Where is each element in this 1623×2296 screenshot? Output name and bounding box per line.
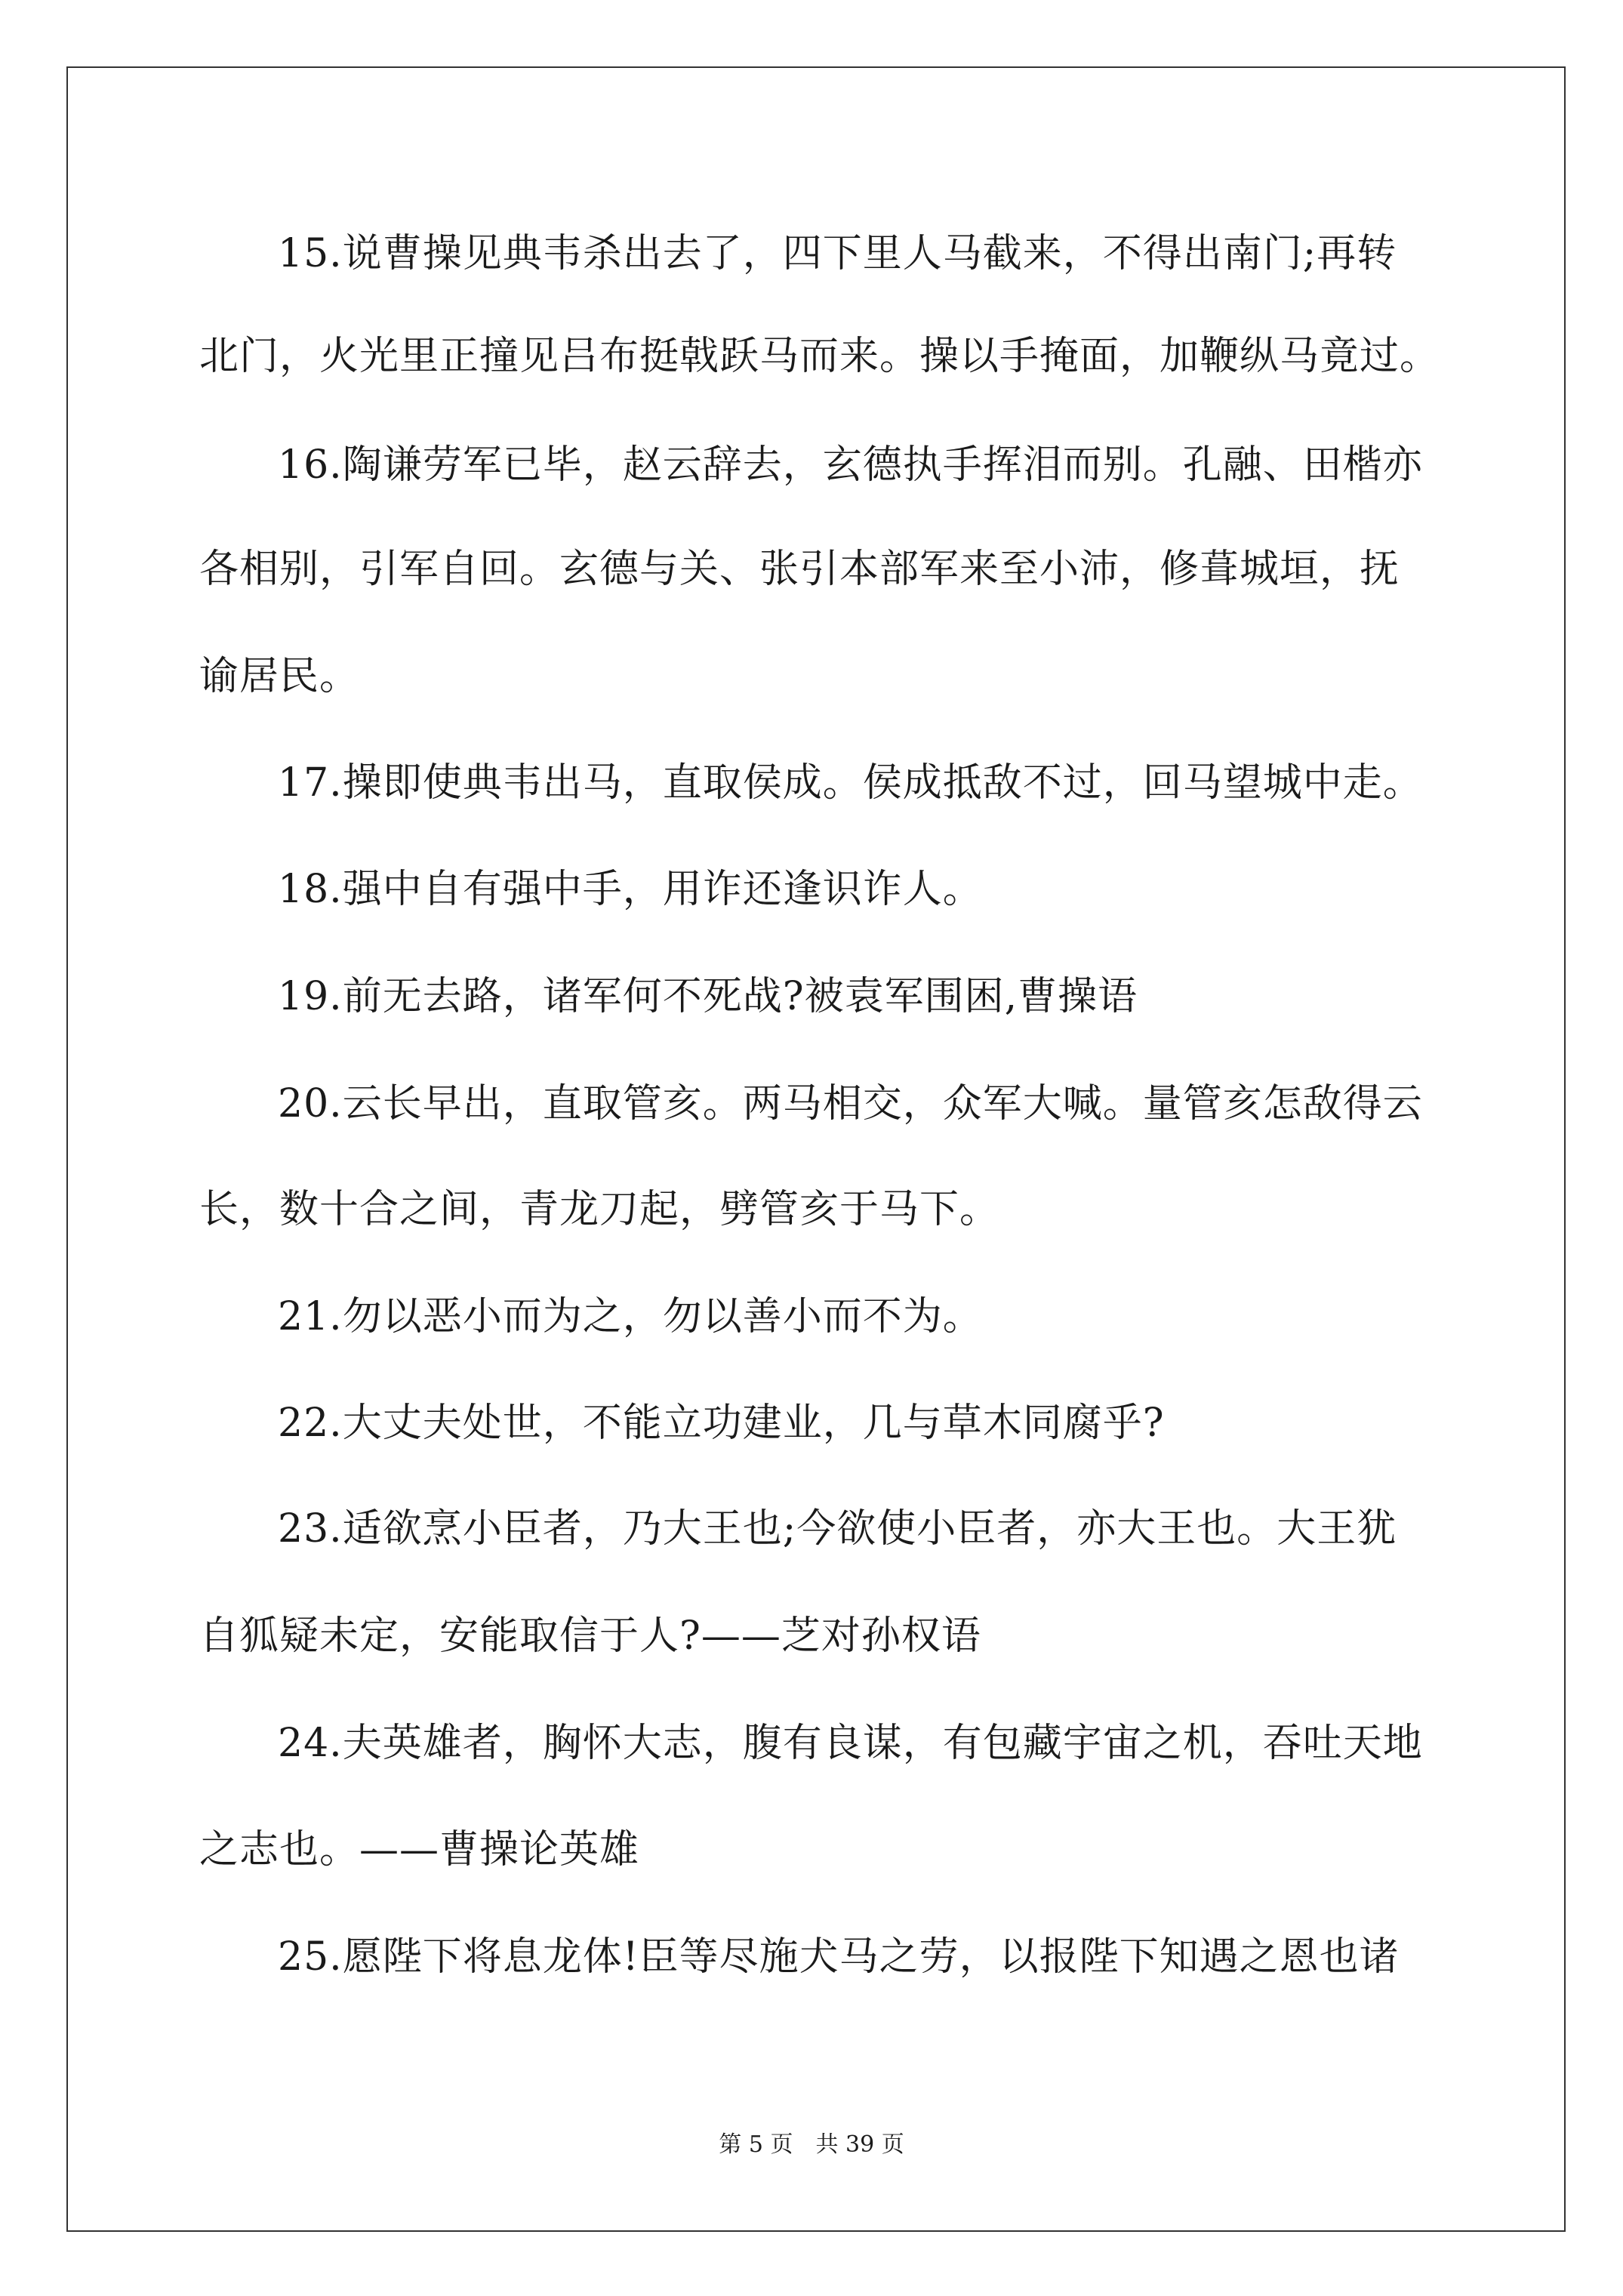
paragraph-23-line-1: 23.适欲烹小臣者，乃大王也;今欲使小臣者，亦大王也。大王犹 [278, 1506, 1397, 1552]
paragraph-24-line-1: 24.夫英雄者，胸怀大志，腹有良谋，有包藏宇宙之机，吞吐天地 [278, 1721, 1423, 1766]
page-footer [0, 2131, 1623, 2159]
paragraph-20-line-1: 20.云长早出，直取管亥。两马相交，众军大喊。量管亥怎敌得云 [278, 1081, 1423, 1126]
paragraph-15-line-1: 15.说曹操见典韦杀出去了，四下里人马截来，不得出南门;再转 [278, 231, 1397, 276]
page-total: 共 39 页 [815, 2131, 904, 2158]
page-number: 第 5 页 [719, 2131, 793, 2158]
paragraph-22-line-1: 22.大丈夫处世，不能立功建业，几与草木同腐乎? [278, 1401, 1165, 1446]
paragraph-19-line-1: 19.前无去路，诸军何不死战?被袁军围困,曹操语 [278, 974, 1138, 1019]
page-border [66, 66, 1566, 2232]
paragraph-16-line-2: 各相别，引军自回。玄德与关、张引本部军来至小沛，修葺城垣，抚 [199, 547, 1400, 592]
paragraph-25-line-1: 25.愿陛下将息龙体!臣等尽施犬马之劳，以报陛下知遇之恩也诸 [278, 1934, 1400, 1980]
paragraph-16-line-3: 谕居民。 [199, 654, 360, 699]
paragraph-16-line-1: 16.陶谦劳军已毕，赵云辞去，玄德执手挥泪而别。孔融、田楷亦 [278, 442, 1423, 488]
paragraph-24-line-2: 之志也。——曹操论英雄 [199, 1827, 640, 1872]
paragraph-17-line-1: 17.操即使典韦出马，直取侯成。侯成抵敌不过，回马望城中走。 [278, 760, 1423, 806]
paragraph-15-line-2: 北门，火光里正撞见吕布挺戟跃马而来。操以手掩面，加鞭纵马竟过。 [199, 334, 1440, 379]
paragraph-20-line-2: 长，数十合之间，青龙刀起，劈管亥于马下。 [199, 1187, 1000, 1232]
paragraph-23-line-2: 自狐疑未定，安能取信于人?——芝对孙权语 [199, 1613, 981, 1659]
paragraph-21-line-1: 21.勿以恶小而为之，勿以善小而不为。 [278, 1294, 983, 1339]
paragraph-18-line-1: 18.强中自有强中手，用诈还逢识诈人。 [278, 867, 983, 912]
